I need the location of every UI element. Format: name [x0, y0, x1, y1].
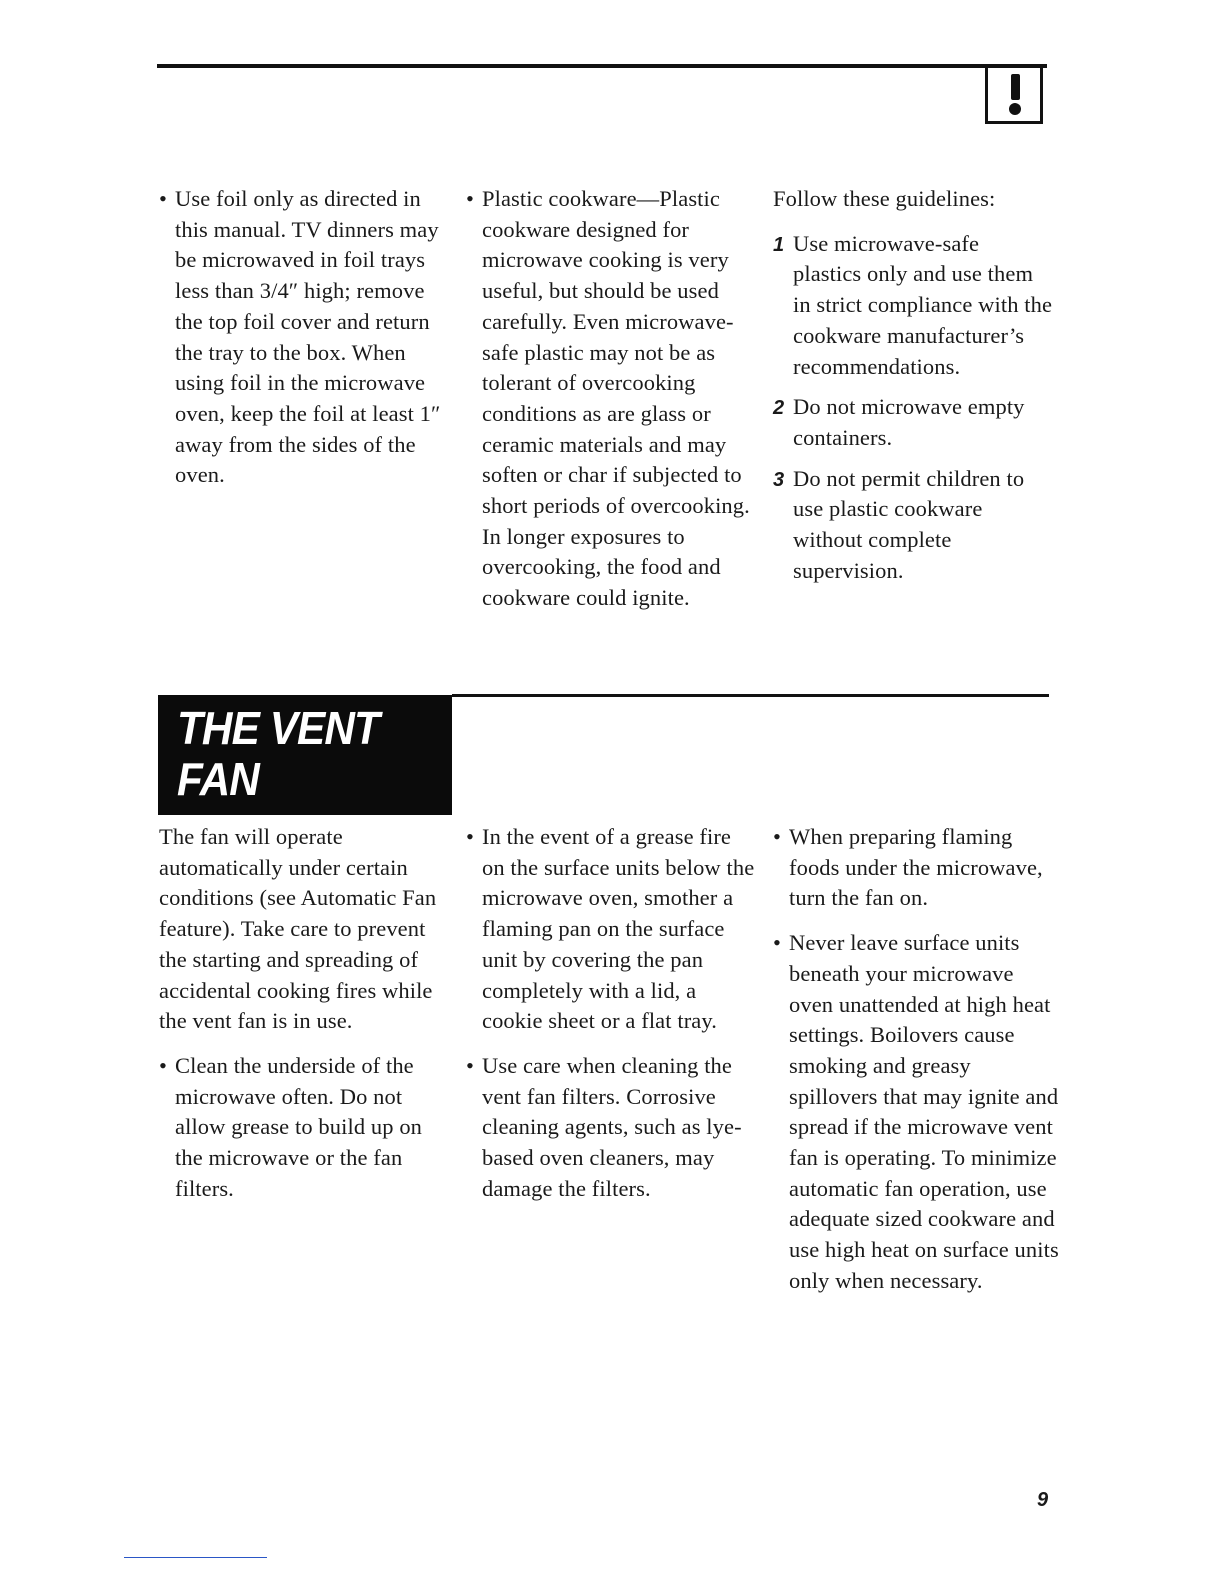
- guideline-text: Do not permit children to use plastic cookware without complete supervision.: [793, 465, 1025, 583]
- guideline-number: 1: [773, 233, 785, 256]
- bullet-surface-units: • Never leave surface units beneath your microwave oven unattended at high heat settings. Boilovers cause smoking and greasy spillovers that may ignite and spread if the microwave vent fan is operating. To minimize automatic fan operation, use adequate sized cookware and use high heat on surface units only when necessary.: [773, 928, 1063, 1296]
- section-title-box: [158, 695, 452, 815]
- guidelines-intro: Follow these guidelines:: [773, 186, 996, 211]
- footer-link-line: [124, 1557, 267, 1558]
- bullet-flaming-foods: • When preparing flaming foods under the microwave, turn the fan on.: [773, 822, 1063, 914]
- guideline-item: [773, 464, 1053, 587]
- vent-intro: The fan will operate automatically under certain conditions (see Automatic Fan feature). Take care to prevent the starting and spreading of accidental cooking fires while the vent fan is in use.: [159, 824, 437, 1034]
- exclamation-dot: [1009, 103, 1021, 115]
- section-title: [177, 703, 379, 805]
- bullet-cleaning-filters: • Use care when cleaning the vent fan filters. Corrosive cleaning agents, such as lye-based oven cleaners, may damage the filters.: [466, 1051, 756, 1205]
- section-title-line-2: FAN: [177, 753, 259, 805]
- guideline-item: [773, 392, 1053, 453]
- vent-column-3: [773, 822, 1063, 1311]
- guideline-number: 3: [773, 468, 785, 491]
- bullet-clean-underside: • Clean the underside of the microwave often. Do not allow grease to build up on the microwave or the fan filters.: [159, 1051, 449, 1205]
- bullet-plastic-cookware: • Plastic cookware—Plastic cookware designed for microwave cooking is very useful, but should be used carefully. Even microwave-safe plastic may not be as tolerant of overcooking conditions as are glass or ceramic materials and may soften or char if subjected to short periods of overcooking. In longer exposures to overcooking, the food and cookware could ignite.: [466, 184, 756, 614]
- section-title-line-1: THE VENT: [177, 702, 379, 754]
- vent-column-1: [159, 822, 449, 1218]
- guideline-item: [773, 229, 1053, 383]
- guideline-text: Do not microwave empty containers.: [793, 394, 1025, 450]
- top-column-3: [773, 184, 1053, 596]
- bullet-grease-fire: • In the event of a grease fire on the surface units below the microwave oven, smother a flaming pan on the surface unit by covering the pan completely with a lid, a cookie sheet or a flat tray.: [466, 822, 756, 1037]
- top-column-1: [159, 184, 449, 505]
- page-number: 9: [1037, 1489, 1049, 1511]
- guideline-text: Use microwave-safe plastics only and use them in strict compliance with the cookware manufacturer’s recommendations.: [793, 230, 1053, 379]
- guideline-number: 2: [773, 397, 785, 420]
- bullet-foil: • Use foil only as directed in this manual. TV dinners may be microwaved in foil trays less than 3/4″ high; remove the top foil cover and return the tray to the box. When using foil in the microwave oven, keep the foil at least 1″ away from the sides of the oven.: [159, 184, 449, 491]
- section-rule: [452, 694, 1049, 697]
- exclamation-bar: [1011, 74, 1020, 100]
- top-rule: [157, 64, 1047, 68]
- vent-column-2: [466, 822, 756, 1218]
- warning-exclamation-icon: [985, 64, 1043, 124]
- top-column-2: [466, 184, 756, 628]
